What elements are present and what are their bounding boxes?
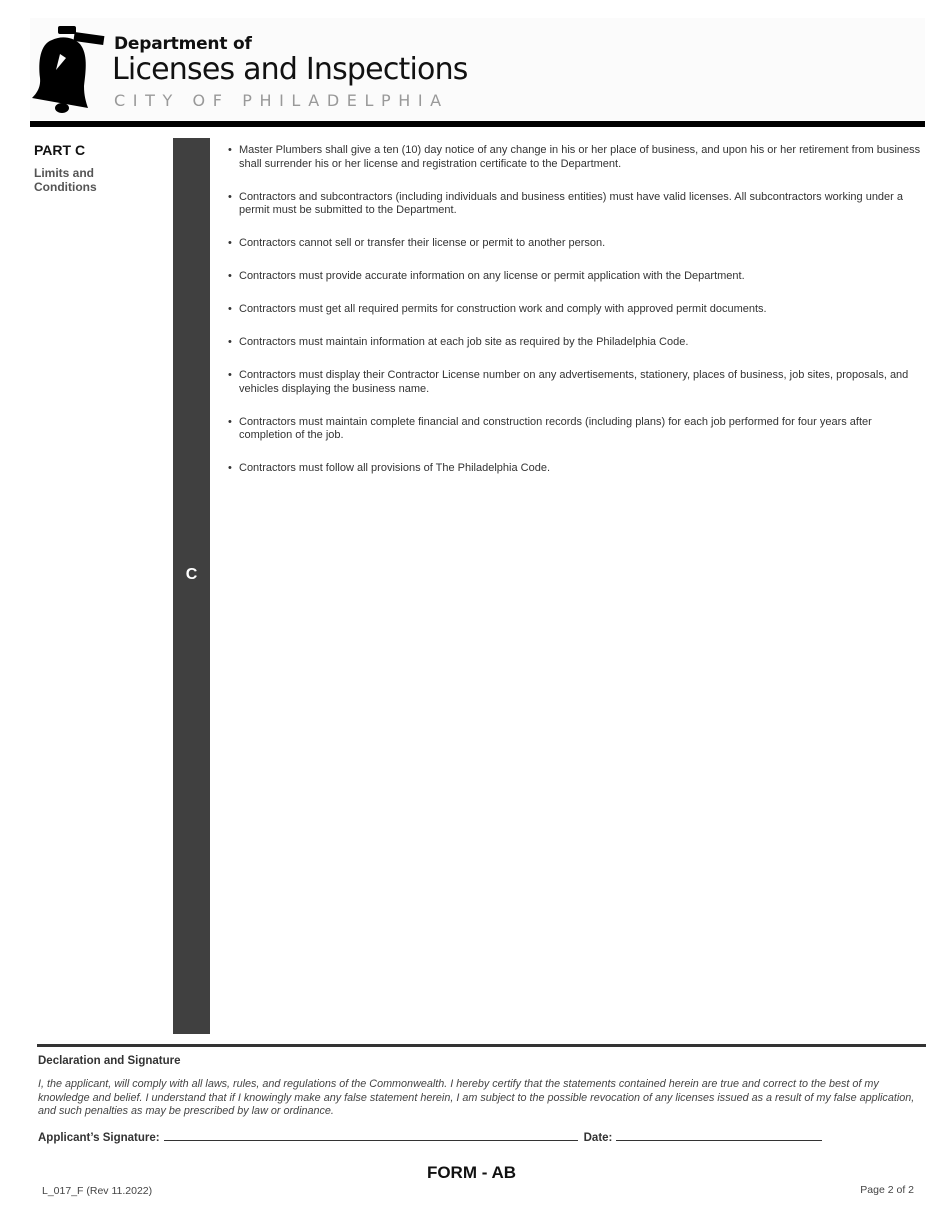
page-number: Page 2 of 2 [860,1184,914,1196]
date-field[interactable] [616,1129,822,1141]
header-rule [30,121,925,127]
declaration-rule [37,1044,926,1047]
dept-line2: Licenses and Inspections [112,52,468,87]
condition-item: • Contractors must display their Contractor License number on any advertisements, stationery, places of business, job sites, proposals, and vehicles displaying the business name. [228,369,928,396]
condition-item: • Master Plumbers shall give a ten (10) day notice of any change in his or her place of business, and upon his or her retirement from business shall surrender his or her license and registration certificate to the Department. [228,144,928,171]
section-letter: C [185,566,198,583]
form-title: FORM - AB [426,1163,517,1182]
condition-item: • Contractors must maintain information at each job site as required by the Philadelphia Code. [228,336,928,350]
condition-item: • Contractors must get all required permits for construction work and comply with approved permit documents. [228,303,928,317]
condition-item: • Contractors and subcontractors (including individuals and business entities) must have valid licenses. All subcontractors working under a permit must be submitted to the Department. [228,191,928,218]
condition-item: • Contractors cannot sell or transfer their license or permit to another person. [228,237,928,251]
signature-row [38,1129,822,1144]
signature-field[interactable] [164,1129,578,1141]
declaration-title: Declaration and Signature [38,1055,181,1067]
dept-line1: Department of [114,34,252,54]
section-side-bar [173,138,210,1034]
conditions-list [228,144,928,495]
dept-line3: CITY OF PHILADELPHIA [114,91,449,110]
liberty-bell-icon [30,24,106,114]
part-subtitle: Limits and Conditions [34,166,97,194]
date-label: Date: [583,1132,613,1144]
signature-label: Applicant’s Signature: [38,1132,160,1144]
page-header [30,18,925,120]
condition-item: • Contractors must maintain complete financial and construction records (including plans) for each job performed for four years after completion of the job. [228,416,928,443]
declaration-text: I, the applicant, will comply with all laws, rules, and regulations of the Commonwealth. I hereby certify that the statements contained herein are true and correct to the best of my knowledge and belief. I understand that if I knowingly make any false statement herein, I am subject to the possible revocation of any licenses issued as a result of my false application, and such penalties as may be prescribed by law or ordinance. [38,1078,915,1117]
form-code: L_017_F (Rev 11.2022) [42,1185,153,1197]
part-label: PART C [34,142,86,158]
condition-item: • Contractors must follow all provisions of The Philadelphia Code. [228,462,928,476]
condition-item: • Contractors must provide accurate information on any license or permit application with the Department. [228,270,928,284]
